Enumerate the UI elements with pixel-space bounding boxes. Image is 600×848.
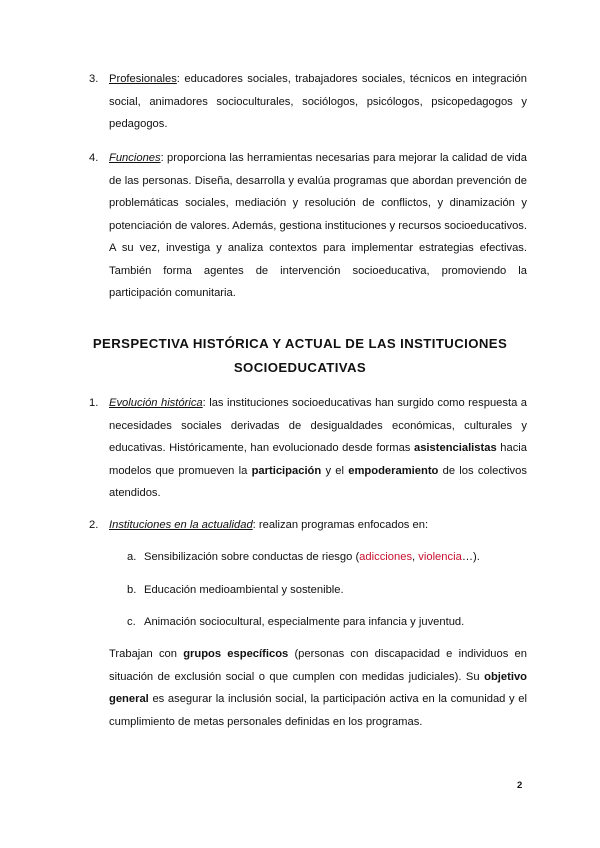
sub-item-b xyxy=(127,579,527,601)
term-profesionales: Profesionales xyxy=(109,73,177,85)
list-item-profesionales xyxy=(89,68,527,136)
sub-item-text: Educación medioambiental y sostenible. xyxy=(144,584,344,596)
bold-asistencialistas: asistencialistas xyxy=(413,442,497,454)
sub-item-a xyxy=(127,546,527,568)
bold-participacion: participación xyxy=(251,464,322,477)
item-text: las instituciones socioeducativas han surgido como respuesta a necesidades sociales derivadas de desigualdades económicas, culturales y educativas. Históricamente, han evolucionado desde formas xyxy=(109,397,527,454)
list-item-funciones xyxy=(89,147,527,305)
term-evolucion-historica: Evolución histórica xyxy=(109,397,203,409)
term-funciones: Funciones xyxy=(109,152,161,164)
sub-item-text xyxy=(144,546,527,568)
section-title-line2: SOCIOEDUCATIVAS xyxy=(233,360,367,375)
item-text: de los colectivos atendidos. xyxy=(109,464,527,499)
item-text: educadores sociales, trabajadores sociales, técnicos en integración social, animadores socioculturales, sociólogos, psicólogos, psicopedagogos y pedagogos. xyxy=(109,73,527,130)
list-item-body xyxy=(109,147,527,305)
list-item-body xyxy=(109,392,527,505)
list-item-body xyxy=(109,68,527,136)
bold-empoderamiento: empoderamiento xyxy=(348,464,439,477)
list-item-body xyxy=(109,514,527,537)
colon: : xyxy=(202,397,206,409)
para-text: (personas con discapacidad e individuos en situación de exclusión social o que cumplen con medidas judiciales). Su xyxy=(109,648,527,683)
list-number: 2. xyxy=(89,519,99,531)
list-number: 1. xyxy=(89,397,99,409)
bold-objetivo-general: objetivo general xyxy=(109,670,527,705)
bold-grupos-especificos: grupos específicos xyxy=(183,648,289,660)
item-text: hacia modelos que promueven la xyxy=(109,442,527,477)
item-text: y el xyxy=(321,464,349,477)
list-number: 3. xyxy=(89,73,99,85)
closing-paragraph xyxy=(109,643,527,733)
page-number: 2 xyxy=(517,780,523,791)
sub-item-text: Animación sociocultural, especialmente para infancia y juventud. xyxy=(144,616,465,628)
red-violencia: violencia xyxy=(418,551,462,563)
item-text: proporciona las herramientas necesarias para mejorar la calidad de vida de las personas. Diseña, desarrolla y evalúa programas que abordan prevención de problemáticas sociales, mediación y resolución de conflictos, y dinamización y potenciación de valores. Además, gestiona instituciones y recursos socioeducativos. A su vez, investiga y analiza contextos para implementar estrategias efectivas. También forma agentes de intervención socioeducativa, promoviendo la participación comunitaria. xyxy=(109,152,527,299)
para-text: Trabajan con xyxy=(109,648,184,660)
sub-text-end: …). xyxy=(461,551,480,563)
item-text: realizan programas enfocados en: xyxy=(255,519,429,531)
sub-letter: c. xyxy=(127,616,136,628)
sub-item-c xyxy=(127,611,527,633)
sub-text: Sensibilización sobre conductas de riesgo ( xyxy=(144,551,360,563)
sub-letter: a. xyxy=(127,551,137,563)
list-number: 4. xyxy=(89,152,99,164)
colon: : xyxy=(252,519,256,531)
sub-letter: b. xyxy=(127,584,137,596)
red-adicciones: adicciones xyxy=(359,551,413,563)
list-item-instituciones-actualidad xyxy=(89,514,527,537)
term-instituciones-actualidad: Instituciones en la actualidad xyxy=(109,519,253,531)
section-title-line1: PERSPECTIVA HISTÓRICA Y ACTUAL DE LAS INSTITUCIONES xyxy=(92,336,508,351)
separator: , xyxy=(412,551,419,563)
para-text: es asegurar la inclusión social, la participación activa en la comunidad y el cumplimiento de metas personales definidas en los programas. xyxy=(109,693,527,728)
colon: : xyxy=(160,152,164,164)
colon: : xyxy=(176,73,180,85)
list-item-evolucion-historica xyxy=(89,392,527,505)
